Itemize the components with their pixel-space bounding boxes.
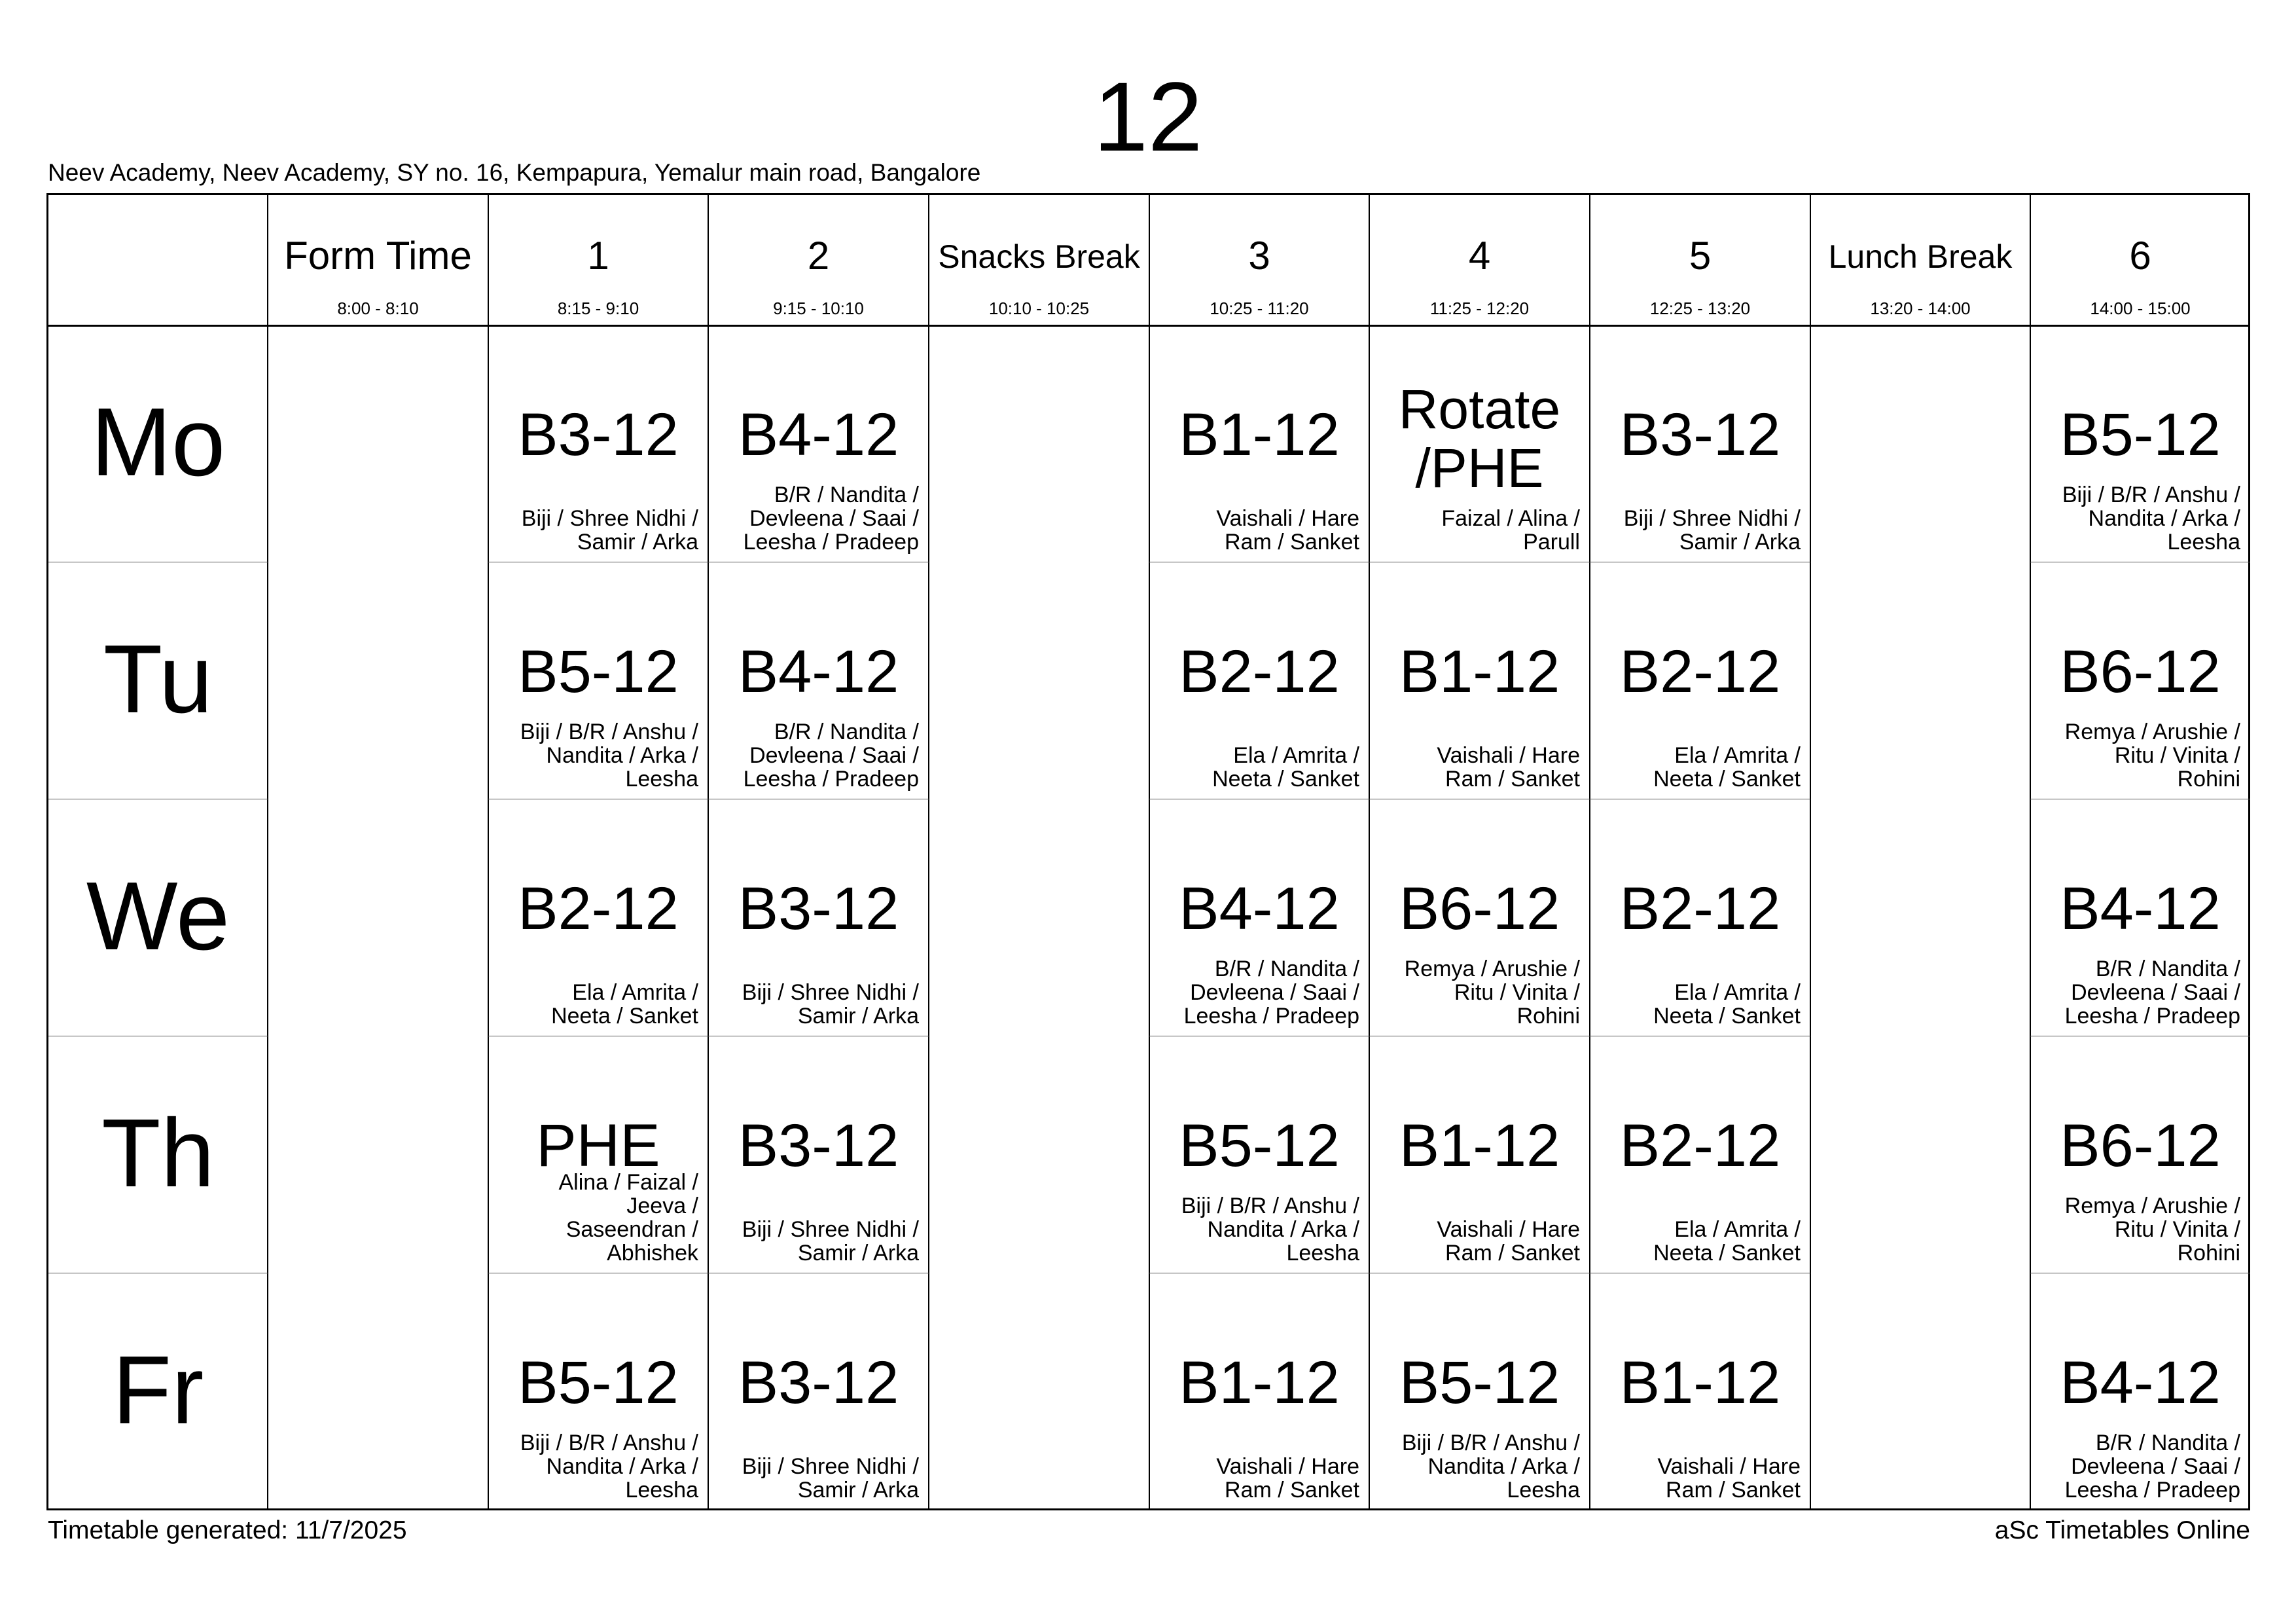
lesson-subject: B4-12 [2060, 875, 2221, 942]
period-name: 4 [1468, 234, 1491, 278]
period-time: 14:00 - 15:00 [2090, 299, 2191, 318]
period-name: 2 [807, 234, 830, 278]
period-time: 10:25 - 11:20 [1210, 299, 1309, 318]
lesson-teachers: Biji / Shree Nidhi / Samir / Arka [742, 1454, 919, 1503]
lesson-subject: B3-12 [518, 401, 679, 468]
period-name: 5 [1689, 234, 1712, 278]
lesson-subject: B3-12 [738, 875, 899, 942]
lesson-teachers: Ela / Amrita / Neeta / Sanket [1653, 743, 1801, 792]
lesson-subject: B5-12 [1399, 1349, 1560, 1416]
lesson-teachers: Remya / Arushie / Ritu / Vinita / Rohini [1404, 957, 1580, 1029]
lesson-teachers: Faizal / Alina / Parull [1441, 506, 1580, 555]
lesson-cell [1590, 799, 1810, 1036]
lesson-cell [1369, 799, 1590, 1036]
lesson-subject: B2-12 [518, 875, 679, 942]
lesson-cell [488, 1273, 708, 1510]
lesson-subject: B3-12 [1619, 401, 1781, 468]
period-time: 8:00 - 8:10 [337, 299, 419, 318]
lesson-subject: B1-12 [1619, 1349, 1781, 1416]
lesson-subject: B4-12 [2060, 1349, 2221, 1416]
lesson-teachers: B/R / Nandita / Devleena / Saai / Leesha / Pradeep [1183, 957, 1359, 1029]
lesson-subject: Rotate /PHE [1398, 378, 1561, 499]
lesson-teachers: B/R / Nandita / Devleena / Saai / Leesha / Pradeep [743, 720, 919, 792]
lesson-subject: B2-12 [1179, 638, 1340, 705]
lesson-subject: B1-12 [1399, 638, 1560, 705]
period-header [929, 195, 1149, 325]
lesson-cell [1149, 1273, 1369, 1510]
lesson-teachers: Biji / Shree Nidhi / Samir / Arka [521, 506, 698, 555]
period-header [1810, 195, 2030, 325]
day-label: We [86, 862, 230, 970]
lesson-cell [1369, 1036, 1590, 1273]
lesson-teachers: Vaishali / Hare Ram / Sanket [1216, 1454, 1359, 1503]
lesson-teachers: Biji / B/R / Anshu / Nandita / Arka / Leesha [1181, 1194, 1359, 1266]
lesson-teachers: Alina / Faizal / Jeeva / Saseendran / Abhishek [558, 1170, 698, 1266]
period-header [268, 195, 488, 325]
lesson-subject: B3-12 [738, 1349, 899, 1416]
lesson-teachers: Vaishali / Hare Ram / Sanket [1437, 743, 1580, 792]
lesson-cell [708, 1036, 929, 1273]
lesson-teachers: Vaishali / Hare Ram / Sanket [1657, 1454, 1801, 1503]
lesson-cell [1149, 562, 1369, 799]
lesson-cell [1149, 799, 1369, 1036]
period-time: 8:15 - 9:10 [557, 299, 639, 318]
lesson-cell [1590, 1273, 1810, 1510]
period-name: Lunch Break [1828, 238, 2013, 275]
period-header [1369, 195, 1590, 325]
lesson-teachers: Ela / Amrita / Neeta / Sanket [1653, 1217, 1801, 1266]
lesson-subject: B6-12 [2060, 638, 2221, 705]
day-label: Mo [90, 388, 226, 496]
lesson-teachers: Biji / B/R / Anshu / Nandita / Arka / Leesha [2062, 483, 2240, 555]
lesson-cell [2030, 799, 2250, 1036]
lesson-cell [708, 799, 929, 1036]
lesson-teachers: Biji / B/R / Anshu / Nandita / Arka / Leesha [520, 720, 698, 792]
lesson-subject: B5-12 [2060, 401, 2221, 468]
lesson-cell [2030, 562, 2250, 799]
timetable-grid [46, 193, 2250, 1510]
period-name: Snacks Break [938, 238, 1140, 275]
lesson-subject: B3-12 [738, 1112, 899, 1179]
period-time: 11:25 - 12:20 [1429, 299, 1530, 318]
lesson-teachers: Biji / B/R / Anshu / Nandita / Arka / Leesha [520, 1431, 698, 1503]
school-address: Neev Academy, Neev Academy, SY no. 16, Kempapura, Yemalur main road, Bangalore [48, 159, 981, 186]
period-header [1149, 195, 1369, 325]
lesson-cell [708, 325, 929, 562]
lesson-teachers: Ela / Amrita / Neeta / Sanket [1653, 980, 1801, 1029]
lesson-subject: B2-12 [1619, 875, 1781, 942]
lesson-subject: B5-12 [1179, 1112, 1340, 1179]
lesson-subject: B6-12 [1399, 875, 1560, 942]
lesson-teachers: Biji / Shree Nidhi / Samir / Arka [1623, 506, 1801, 555]
lesson-teachers: Remya / Arushie / Ritu / Vinita / Rohini [2064, 1194, 2240, 1266]
lesson-cell [2030, 325, 2250, 562]
period-name: Form Time [284, 234, 472, 278]
lesson-cell [708, 1273, 929, 1510]
lesson-subject: B6-12 [2060, 1112, 2221, 1179]
vendor-credit: aSc Timetables Online [1994, 1516, 2250, 1544]
period-header [708, 195, 929, 325]
lesson-cell [708, 562, 929, 799]
lesson-subject: B4-12 [738, 401, 899, 468]
lesson-teachers: Remya / Arushie / Ritu / Vinita / Rohini [2064, 720, 2240, 792]
period-header [1590, 195, 1810, 325]
lesson-cell [488, 325, 708, 562]
lesson-subject: B1-12 [1179, 1349, 1340, 1416]
lesson-teachers: Vaishali / Hare Ram / Sanket [1437, 1217, 1580, 1266]
lesson-teachers: B/R / Nandita / Devleena / Saai / Leesha / Pradeep [743, 483, 919, 555]
lesson-subject: B4-12 [738, 638, 899, 705]
period-time: 13:20 - 14:00 [1870, 299, 1971, 318]
period-header [2030, 195, 2250, 325]
day-label: Tu [103, 625, 213, 733]
lesson-cell [1590, 1036, 1810, 1273]
lesson-teachers: Ela / Amrita / Neeta / Sanket [551, 980, 698, 1029]
lesson-cell [2030, 1036, 2250, 1273]
lesson-cell [1149, 325, 1369, 562]
day-label: Th [101, 1099, 215, 1207]
period-time: 12:25 - 13:20 [1649, 299, 1751, 318]
period-name: 1 [587, 234, 609, 278]
period-time: 10:10 - 10:25 [988, 299, 1090, 318]
lesson-subject: B5-12 [518, 638, 679, 705]
lesson-subject: B4-12 [1179, 875, 1340, 942]
lesson-subject: B1-12 [1399, 1112, 1560, 1179]
lesson-cell [1590, 562, 1810, 799]
lesson-cell [2030, 1273, 2250, 1510]
lesson-teachers: Vaishali / Hare Ram / Sanket [1216, 506, 1359, 555]
lesson-subject: PHE [536, 1112, 660, 1179]
page-title: 12 [1093, 62, 1203, 172]
lesson-subject: B2-12 [1619, 638, 1781, 705]
period-header [488, 195, 708, 325]
period-name: 6 [2129, 234, 2151, 278]
lesson-subject: B2-12 [1619, 1112, 1781, 1179]
lesson-cell [488, 1036, 708, 1273]
header-divider [48, 325, 2248, 327]
lesson-teachers: B/R / Nandita / Devleena / Saai / Leesha / Pradeep [2064, 1431, 2240, 1503]
lesson-teachers: B/R / Nandita / Devleena / Saai / Leesha / Pradeep [2064, 957, 2240, 1029]
lesson-teachers: Ela / Amrita / Neeta / Sanket [1212, 743, 1359, 792]
lesson-cell [1369, 1273, 1590, 1510]
lesson-subject: B1-12 [1179, 401, 1340, 468]
lesson-teachers: Biji / Shree Nidhi / Samir / Arka [742, 1217, 919, 1266]
period-name: 3 [1248, 234, 1270, 278]
period-time: 9:15 - 10:10 [773, 299, 864, 318]
lesson-subject: B5-12 [518, 1349, 679, 1416]
lesson-teachers: Biji / B/R / Anshu / Nandita / Arka / Leesha [1401, 1431, 1580, 1503]
lesson-cell [1590, 325, 1810, 562]
lesson-cell [488, 562, 708, 799]
generated-date: Timetable generated: 11/7/2025 [48, 1516, 407, 1544]
lesson-teachers: Biji / Shree Nidhi / Samir / Arka [742, 980, 919, 1029]
lesson-cell [1369, 562, 1590, 799]
lesson-cell [1149, 1036, 1369, 1273]
day-label: Fr [112, 1336, 204, 1444]
lesson-cell [1369, 325, 1590, 562]
lesson-cell [488, 799, 708, 1036]
